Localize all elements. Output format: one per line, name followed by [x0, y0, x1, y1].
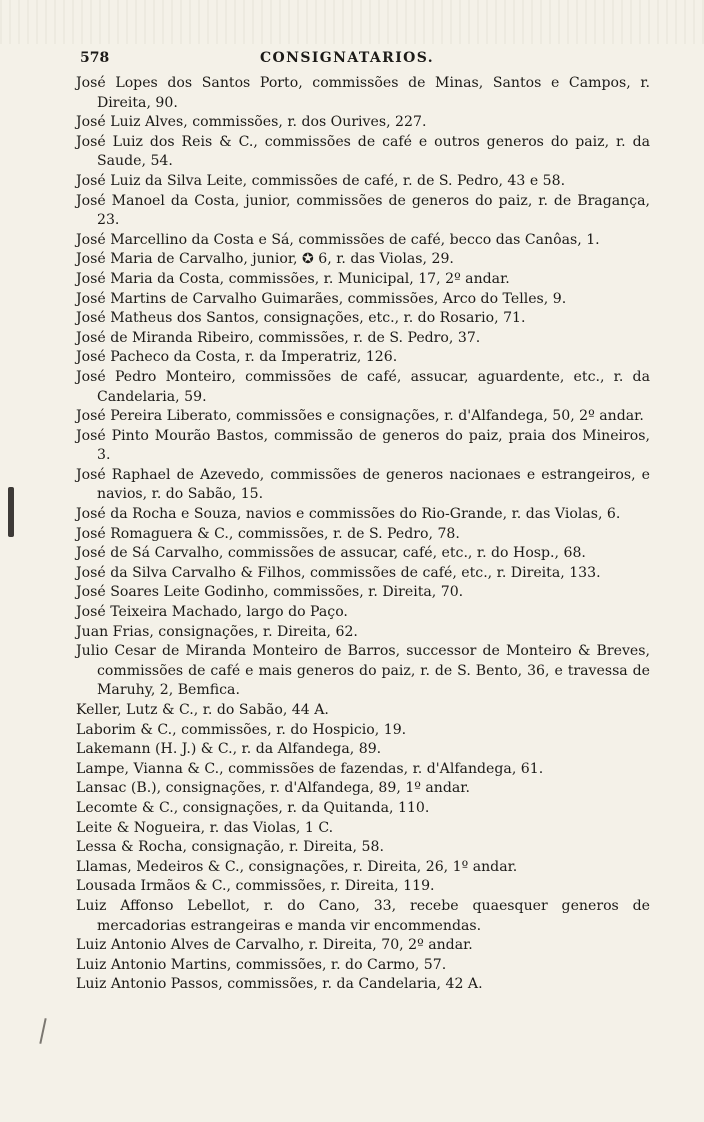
directory-entry: José Pinto Mourão Bastos, commissão de generos do paiz, praia dos Mineiros, 3.	[76, 427, 650, 464]
page-number: 578	[80, 50, 110, 66]
page-header	[80, 48, 670, 68]
margin-pencil-tick	[39, 1018, 46, 1044]
directory-entry: José Soares Leite Godinho, commissões, r. Direita, 70.	[76, 584, 464, 601]
directory-entry: José da Rocha e Souza, navios e commissões do Rio-Grande, r. das Violas, 6.	[76, 506, 621, 523]
directory-entry: Luiz Antonio Passos, commissões, r. da Candelaria, 42 A.	[76, 976, 483, 993]
directory-entry: José Manoel da Costa, junior, commissões de generos do paiz, r. de Bragança, 23.	[76, 192, 650, 229]
directory-entry: Luiz Affonso Lebellot, r. do Cano, 33, recebe quaesquer generos de mercadorias estrangeiras e manda vir encommendas.	[76, 897, 650, 934]
directory-entry: José de Sá Carvalho, commissões de assucar, café, etc., r. do Hosp., 68.	[76, 545, 586, 562]
margin-ink-mark	[8, 487, 14, 537]
directory-entry: José Luiz Alves, commissões, r. dos Ourives, 227.	[76, 114, 427, 131]
directory-entry: Julio Cesar de Miranda Monteiro de Barros, successor de Monteiro & Breves, commissões de café e mais generos do paiz, r. de S. Bento, 36, e travessa de Maruhy, 2, Bemfica.	[76, 643, 650, 699]
directory-entry: Lakemann (H. J.) & C., r. da Alfandega, 89.	[76, 741, 382, 758]
directory-entry: Juan Frias, consignações, r. Direita, 62.	[76, 623, 358, 640]
directory-entry: José Pereira Liberato, commissões e consignações, r. d'Alfandega, 50, 2º andar.	[76, 408, 644, 425]
directory-entry: Laborim & C., commissões, r. do Hospicio, 19.	[76, 721, 407, 738]
directory-entry: Lessa & Rocha, consignação, r. Direita, 58.	[76, 839, 384, 856]
directory-entry: José Marcellino da Costa e Sá, commissões de café, becco das Canôas, 1.	[76, 231, 600, 248]
directory-entry: Keller, Lutz & C., r. do Sabão, 44 A.	[76, 702, 329, 718]
directory-entry: José Martins de Carvalho Guimarães, commissões, Arco do Telles, 9.	[76, 290, 567, 307]
directory-entry: José Maria da Costa, commissões, r. Municipal, 17, 2º andar.	[76, 270, 510, 287]
directory-entry: José Lopes dos Santos Porto, commissões de Minas, Santos e Campos, r. Direita, 90.	[76, 75, 650, 111]
directory-entry: Luiz Antonio Martins, commissões, r. do Carmo, 57.	[76, 956, 447, 973]
directory-entry: Lecomte & C., consignações, r. da Quitanda, 110.	[76, 799, 430, 816]
directory-entry: José Matheus dos Santos, consignações, etc., r. do Rosario, 71.	[76, 310, 526, 327]
directory-entry: Llamas, Medeiros & C., consignações, r. Direita, 26, 1º andar.	[76, 858, 518, 875]
directory-entry: José Raphael de Azevedo, commissões de generos nacionaes e estrangeiros, e navios, r. do Sabão, 15.	[76, 466, 650, 503]
directory-entry: Lampe, Vianna & C., commissões de fazendas, r. d'Alfandega, 61.	[76, 760, 544, 777]
directory-entry: Lousada Irmãos & C., commissões, r. Direita, 119.	[76, 878, 435, 895]
directory-entry: José de Miranda Ribeiro, commissões, r. de S. Pedro, 37.	[76, 329, 481, 346]
directory-entry: José Luiz da Silva Leite, commissões de café, r. de S. Pedro, 43 e 58.	[76, 172, 566, 189]
show-through-strip	[0, 0, 704, 44]
directory-entry: José Pacheco da Costa, r. da Imperatriz, 126.	[76, 349, 398, 366]
directory-entry: Luiz Antonio Alves de Carvalho, r. Direita, 70, 2º andar.	[76, 937, 473, 954]
directory-entry: Lansac (B.), consignações, r. d'Alfandega, 89, 1º andar.	[76, 780, 470, 797]
directory-entry: José Maria de Carvalho, junior, ✪ 6, r. das Violas, 29.	[76, 251, 454, 268]
directory-entry: José Pedro Monteiro, commissões de café, assucar, aguardente, etc., r. da Candelaria, 59.	[76, 368, 650, 405]
directory-entry: José Romaguera & C., commissões, r. de S. Pedro, 78.	[76, 525, 460, 542]
directory-entry: José Teixeira Machado, largo do Paço.	[76, 604, 348, 621]
running-head: CONSIGNATARIOS.	[260, 50, 435, 66]
directory-entry: Leite & Nogueira, r. das Violas, 1 C.	[76, 819, 334, 836]
directory-entry: José da Silva Carvalho & Filhos, commissões de café, etc., r. Direita, 133.	[76, 564, 601, 581]
directory-entries	[76, 74, 650, 995]
directory-entry: José Luiz dos Reis & C., commissões de café e outros generos do paiz, r. da Saude, 54.	[76, 133, 650, 170]
